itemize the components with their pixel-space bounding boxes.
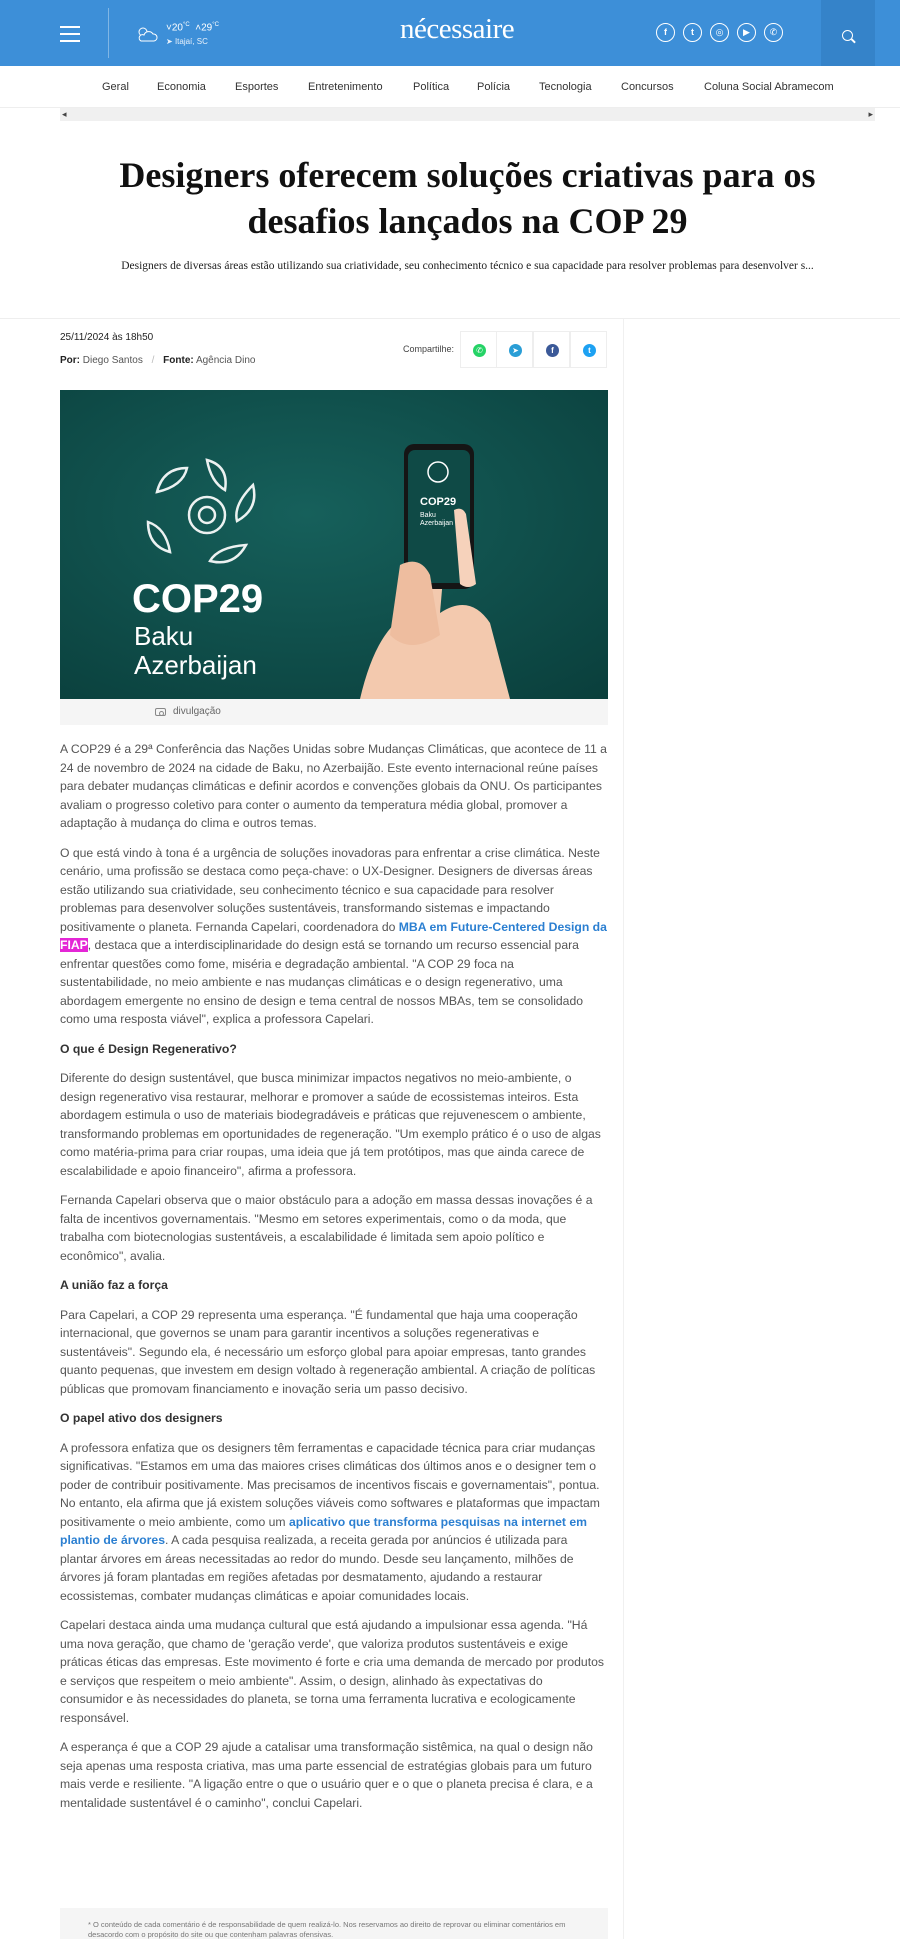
comments-notice-text: * O conteúdo de cada comentário é de responsabilidade de quem realizá-lo. Nos reservamos ao direito de reprovar ou eliminar comentários em desacordo com o propósito do site ou que contenham palavras ofensivas. [88, 1920, 566, 1939]
site-logo[interactable]: nécessaire [400, 13, 515, 45]
search-button[interactable] [821, 0, 875, 66]
author-label: Por: [60, 355, 80, 366]
mba-link-text: MBA em Future-Centered Design da [398, 919, 607, 934]
paragraph: Fernanda Capelari observa que o maior obstáculo para a adoção em massa dessas inovações é a falta de incentivos governamentais. "Mesmo em setores experimentais, como o da moda, que trabalha com biotecnologias sustentáveis, a escalabilidade é limitada sem apoio político e econômico", avalia. [60, 1193, 593, 1263]
nav-item-politica[interactable]: Política [413, 81, 450, 93]
menu-icon[interactable] [60, 26, 80, 42]
paragraph-text: , destaca que a interdisciplinaridade do design está se tornando um recurso essencial para enfrentar questões como fome, miséria e degradação ambiental. "A COP 29 foca na sustentabilidade, no meio ambiente e nas mudanças climáticas e o design regenerativo, uma abordagem emergente no ensino de design e tema central de nossos MBAs, tem se consolidado como uma resposta viável", explica a professora Capelari. [60, 938, 584, 1026]
paragraph [60, 1439, 608, 1606]
camera-icon [155, 708, 166, 716]
whatsapp-icon[interactable]: ✆ [764, 23, 783, 42]
article-date: 25/11/2024 às 18h50 [60, 332, 154, 343]
paragraph-text: . A cada pesquisa realizada, a receita gerada por anúncios é utilizada para plantar árvores em áreas necessitadas ao redor do mundo. Desde seu lançamento, milhões de árvores já foram plantadas em regiões afetadas por desmatamento, ajudando a restaurar ecossistemas, combater mudanças climáticas e apoiar comunidades locais. [60, 1533, 574, 1603]
image-baku-label: Baku [134, 621, 194, 651]
nav-item-tecnologia[interactable]: Tecnologia [539, 81, 592, 93]
cop29-illustration [60, 390, 608, 699]
paragraph-text: O que está vindo à tona é a urgência de soluções inovadoras para enfrentar a crise climática. Neste cenário, uma profissão se destaca como peça-chave: o UX-Designer. Designers de diversas áreas estão utilizando sua criatividade, seu conhecimento técnico e sua capacidade para resolver problemas para desenvolver soluções sustentáveis, transformando sistemas e impactando positivamente o planeta. Fernanda Capelari, coordenadora do [60, 845, 600, 934]
source-name: Agência Dino [195, 355, 256, 366]
temp-min: 20 [171, 22, 183, 34]
phone-baku-label: Baku [420, 512, 436, 519]
temp-min-arrow: ˅ [166, 22, 172, 34]
temp-max-arrow: ˄ [195, 22, 202, 34]
share-whatsapp-button[interactable] [460, 331, 497, 368]
header-divider [108, 8, 109, 58]
article-body [60, 740, 608, 1823]
category-nav [0, 66, 900, 108]
twitter-icon: t [583, 344, 596, 357]
byline-separator: / [151, 355, 155, 366]
facebook-icon[interactable]: f [656, 23, 675, 42]
article-image[interactable] [60, 390, 608, 699]
cloud-sun-icon [136, 26, 158, 42]
sidebar [623, 319, 900, 1939]
section-heading: A união faz a força [60, 1278, 168, 1292]
image-azerbaijan-label: Azerbaijan [134, 650, 257, 680]
phone-cop29-label: COP29 [420, 496, 457, 508]
share-facebook-button[interactable] [533, 331, 570, 368]
tree-app-link[interactable]: aplicativo que transforma pesquisas na internet em plantio de árvores [60, 1514, 587, 1547]
section-heading: O papel ativo dos designers [60, 1411, 223, 1425]
paragraph [60, 844, 608, 1029]
instagram-icon[interactable]: ◎ [710, 23, 729, 42]
share-label: Compartilhe: [403, 344, 455, 354]
location-pin-icon: ➤ [166, 37, 175, 46]
image-caption: divulgação [173, 706, 221, 717]
fiap-highlight: FIAP [60, 938, 88, 952]
search-icon [842, 30, 853, 41]
section-heading: O que é Design Regenerativo? [60, 1041, 237, 1056]
image-caption-bar [60, 699, 608, 725]
nav-item-esportes[interactable]: Esportes [235, 81, 279, 93]
paragraph: A COP29 é a 29ª Conferência das Nações Unidas sobre Mudanças Climáticas, que acontece de 11 a 24 de novembro de 2024 na cidade de Baku, no Azerbaijão. Este evento internacional reúne países para debater mudanças climáticas e definir acordos e convenções globais da ONU. Os participantes avaliam o progresso coletivo para conter o aumento da temperatura média global, promover a adaptação à mudança do clima e outros temas. [60, 742, 607, 830]
temp-max-unit: °C [212, 22, 219, 28]
article-byline [60, 355, 255, 366]
author-name[interactable]: Diego Santos [82, 355, 143, 366]
nav-item-geral[interactable]: Geral [102, 81, 129, 93]
site-header [0, 0, 900, 66]
twitter-icon[interactable]: t [683, 23, 702, 42]
scroll-left-icon[interactable]: ◂ [62, 109, 67, 119]
nav-item-coluna-social[interactable]: Coluna Social Abramecom [704, 81, 834, 93]
temp-min-unit: °C [182, 22, 190, 28]
phone-azerbaijan-label: Azerbaijan [420, 520, 454, 527]
paragraph: Capelari destaca ainda uma mudança cultural que está ajudando a impulsionar essa agenda. "Há uma nova geração, que chamo de 'geração verde', que valoriza produtos sustentáveis e exige práticas éticas das empresas. Este movimento é forte e cria uma demanda de mercado por produtos e serviços que respeitem o meio ambiente". Assim, o design, alinhado às expectativas do consumidor e às necessidades do planeta, se torna uma ferramenta lucrativa e ecologicamente responsável. [60, 1618, 604, 1725]
nav-item-concursos[interactable]: Concursos [621, 81, 674, 93]
nav-item-economia[interactable]: Economia [157, 81, 206, 93]
image-cop29-label: COP29 [132, 577, 264, 621]
paragraph: Diferente do design sustentável, que busca minimizar impactos negativos no meio-ambiente, o design regenerativo visa restaurar, melhorar e promover a saúde de ecossistemas inteiros. Esta abordagem estimula o uso de materiais biodegradáveis e práticas que rejuvenescem o ambiente, transformando problemas em oportunidades de regeneração. "Um exemplo prático é o uso de algas como matéria-prima para criar roupas, uma ideia que já tem protótipos, mas que ainda carece de escalabilidade e apoio financeiro", afirma a professora. [60, 1071, 601, 1178]
paragraph: Para Capelari, a COP 29 representa uma esperança. "É fundamental que haja uma cooperação internacional, que governos se unam para garantir incentivos a soluções regenerativas e sustentáveis". Segundo ela, é necessário um esforço global para apoiar empresas, tanto grandes quanto pequenas, que investem em design voltado à regeneração ambiental. A criação de políticas públicas que promovam financiamento e inovação seria um passo decisivo. [60, 1307, 596, 1396]
share-telegram-button[interactable] [496, 331, 533, 368]
article-title: Designers oferecem soluções criativas para os desafios lançados na COP 29 [119, 155, 816, 241]
youtube-icon[interactable]: ▶ [737, 23, 756, 42]
paragraph-text: A professora enfatiza que os designers têm ferramentas e capacidade técnica para criar mudanças significativas. "Estamos em uma das maiores crises climáticas dos últimos anos e o designer tem o poder de contribuir positivamente. Mas precisamos de incentivos fiscais e governamentais", pontua. No entanto, ela afirma que já existem soluções viáveis como softwares e plataformas que impactam positivamente o meio ambiente, como um [60, 1440, 600, 1529]
paragraph: A esperança é que a COP 29 ajude a catalisar uma transformação sistêmica, na qual o design não seja apenas uma resposta criativa, mas uma parte essencial de estratégias globais para um futuro mais verde e resiliente. "A ligação entre o que o usuário quer e o que o planeta precisa é clara, e a mentalidade sustentável é o caminho", conclui Capelari. [60, 1740, 593, 1810]
article-subtitle: Designers de diversas áreas estão utilizando sua criatividade, seu conhecimento técnico e sua capacidade para resolver problemas para desenvolver s... [121, 260, 814, 272]
share-twitter-button[interactable] [570, 331, 607, 368]
temp-max: 29 [201, 22, 213, 34]
weather-temps [166, 22, 219, 33]
weather-location-label: Itajaí, SC [174, 37, 208, 46]
whatsapp-icon: ✆ [473, 344, 486, 357]
nav-item-policia[interactable]: Polícia [477, 81, 511, 93]
nav-scrollbar[interactable] [60, 108, 875, 121]
weather-location [166, 37, 208, 46]
telegram-icon: ➤ [509, 344, 522, 357]
source-label: Fonte: [163, 355, 194, 366]
facebook-icon: f [546, 344, 559, 357]
nav-item-entretenimento[interactable]: Entretenimento [308, 81, 383, 93]
scroll-right-icon[interactable]: ▸ [868, 109, 873, 119]
comments-notice [60, 1908, 608, 1939]
